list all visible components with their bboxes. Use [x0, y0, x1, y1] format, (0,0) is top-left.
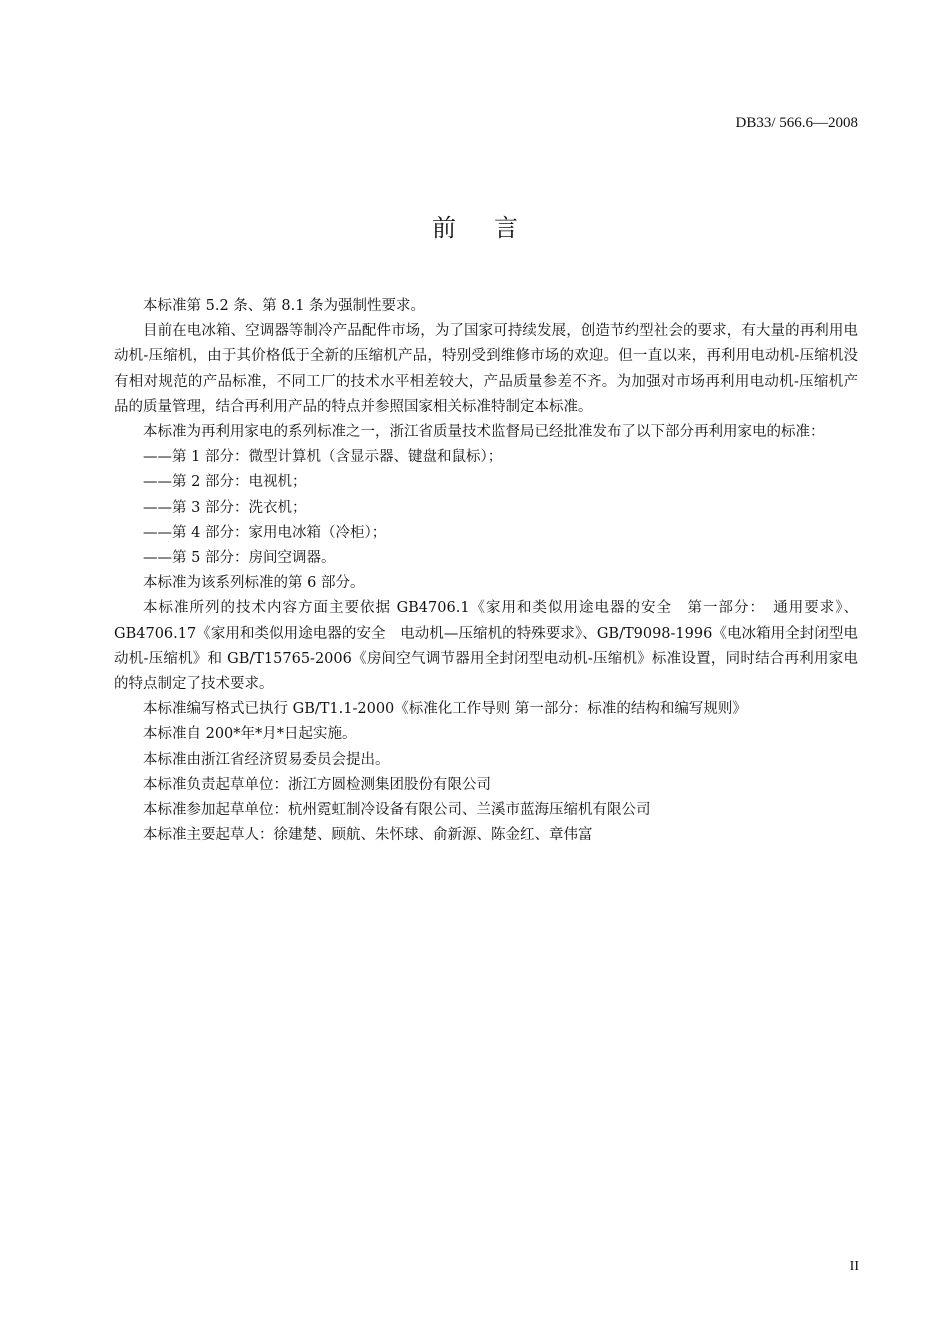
list-item: ——第 4 部分：家用电冰箱（冷柜）；: [143, 524, 387, 541]
paragraph: 本标准自 200*年*月*日起实施。: [143, 726, 357, 743]
page-number: II: [849, 1259, 859, 1274]
foreword-body: [114, 294, 858, 848]
paragraph: 本标准为该系列标准的第 6 部分。: [143, 575, 365, 592]
paragraph: 本标准第 5.2 条、第 8.1 条为强制性要求。: [143, 298, 426, 314]
paragraph: 本标准由浙江省经济贸易委员会提出。: [143, 751, 390, 768]
page-title: 前言: [432, 214, 556, 242]
list-item: ——第 1 部分：微型计算机（含显示器、键盘和鼠标）；: [143, 449, 503, 466]
list-item: ——第 3 部分：洗衣机；: [143, 499, 307, 516]
list-item: ——第 2 部分：电视机；: [143, 474, 307, 491]
list-item: ——第 5 部分：房间空调器。: [143, 550, 336, 567]
paragraph: 本标准所列的技术内容方面主要依据 GB4706.1《家用和类似用途电器的安全 第一部分： 通用要求》、GB4706.17《家用和类似用途电器的安全 电动机—压缩机的特殊要求》、GB/T9098-1996《电冰箱用全封闭型电动机-压缩机》和 GB/T15765-2006《房间空气调节器用全封闭型电动机-压缩机》标准设置，同时结合再利用家电的特点制定了技术要求。: [114, 600, 858, 693]
paragraph: 本标准参加起草单位：杭州霓虹制冷设备有限公司、兰溪市蓝海压缩机有限公司: [143, 802, 651, 819]
paragraph: 本标准主要起草人：徐建楚、顾航、朱怀球、俞新源、陈金红、章伟富: [143, 827, 593, 844]
paragraph: 本标准负责起草单位：浙江方圆检测集团股份有限公司: [143, 776, 491, 793]
paragraph: 本标准编写格式已执行 GB/T1.1-2000《标准化工作导则 第一部分：标准的结构和编写规则》: [143, 701, 747, 718]
standard-code: DB33/ 566.6—2008: [735, 115, 858, 131]
paragraph: 本标准为再利用家电的系列标准之一，浙江省质量技术监督局已经批准发布了以下部分再利用家电的标准：: [143, 424, 825, 441]
paragraph: 目前在电冰箱、空调器等制冷产品配件市场，为了国家可持续发展，创造节约型社会的要求，有大量的再利用电动机-压缩机，由于其价格低于全新的压缩机产品，特别受到维修市场的欢迎。但一直以来，再利用电动机-压缩机没有相对规范的产品标准，不同工厂的技术水平相差较大，产品质量参差不齐。为加强对市场再利用电动机-压缩机产品的质量管理，结合再利用产品的特点并参照国家相关标准特制定本标准。: [114, 323, 858, 415]
